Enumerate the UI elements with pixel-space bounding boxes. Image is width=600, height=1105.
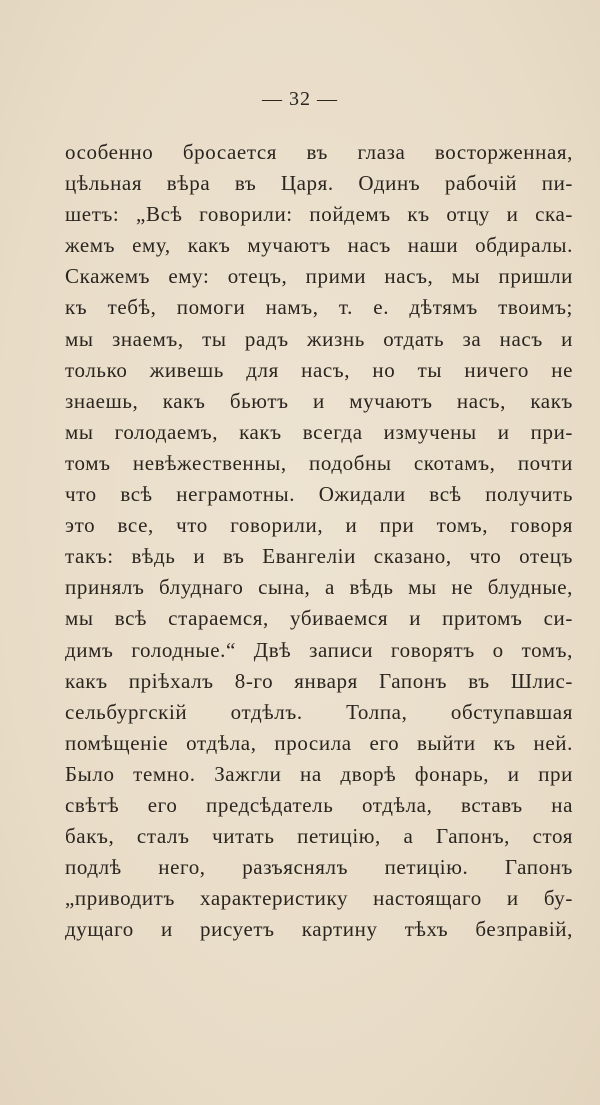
text-line: мы всѣ стараемся, убиваемся и притомъ си-	[65, 606, 573, 631]
text-line: „приводитъ характеристику настоящаго и бу-	[65, 886, 573, 911]
text-line: только живешь для насъ, но ты ничего не	[65, 357, 573, 382]
page-body-text	[65, 137, 573, 945]
text-line: цѣльная вѣра въ Царя. Одинъ рабочій пи-	[65, 171, 573, 196]
text-line: димъ голодные.“ Двѣ записи говорятъ о томъ,	[65, 637, 573, 662]
text-line: это все, что говорили, и при томъ, говоря	[65, 513, 573, 538]
text-line: Было темно. Зажгли на дворѣ фонарь, и при	[65, 761, 573, 786]
text-line: дущаго и рисуетъ картину тѣхъ безправій,	[65, 917, 573, 942]
text-line: къ тебѣ, помоги намъ, т. е. дѣтямъ твоимъ;	[65, 295, 573, 320]
text-line: мы голодаемъ, какъ всегда измучены и при-	[65, 419, 573, 444]
text-line: бакъ, сталъ читать петицію, а Гапонъ, стоя	[65, 824, 573, 849]
text-line: такъ: вѣдь и въ Евангеліи сказано, что отецъ	[65, 544, 573, 569]
text-line: томъ невѣжественны, подобны скотамъ, почти	[65, 450, 573, 475]
text-line: принялъ блуднаго сына, а вѣдь мы не блудные,	[65, 575, 573, 600]
text-line: какъ пріѣхалъ 8-го января Гапонъ въ Шлис-	[65, 668, 573, 693]
text-line: знаешь, какъ бьютъ и мучаютъ насъ, какъ	[65, 388, 573, 413]
page-number: — 32 —	[262, 88, 338, 110]
text-line: сельбургскій отдѣлъ. Толпа, обступавшая	[65, 699, 573, 724]
text-line: подлѣ него, разъяснялъ петицію. Гапонъ	[65, 855, 573, 880]
text-line: мы знаемъ, ты радъ жизнь отдать за насъ и	[65, 326, 573, 351]
text-line: шетъ: „Всѣ говорили: пойдемъ къ отцу и ска-	[65, 202, 573, 227]
text-line: жемъ ему, какъ мучаютъ насъ наши обдиралы.	[65, 233, 573, 258]
text-line: что всѣ неграмотны. Ожидали всѣ получить	[65, 482, 573, 507]
text-line: помѣщеніе отдѣла, просила его выйти къ ней.	[65, 730, 573, 755]
text-line: свѣтѣ его предсѣдатель отдѣла, вставъ на	[65, 792, 573, 817]
text-line: особенно бросается въ глаза восторженная,	[65, 140, 573, 164]
text-line: Скажемъ ему: отецъ, прими насъ, мы пришли	[65, 264, 573, 289]
